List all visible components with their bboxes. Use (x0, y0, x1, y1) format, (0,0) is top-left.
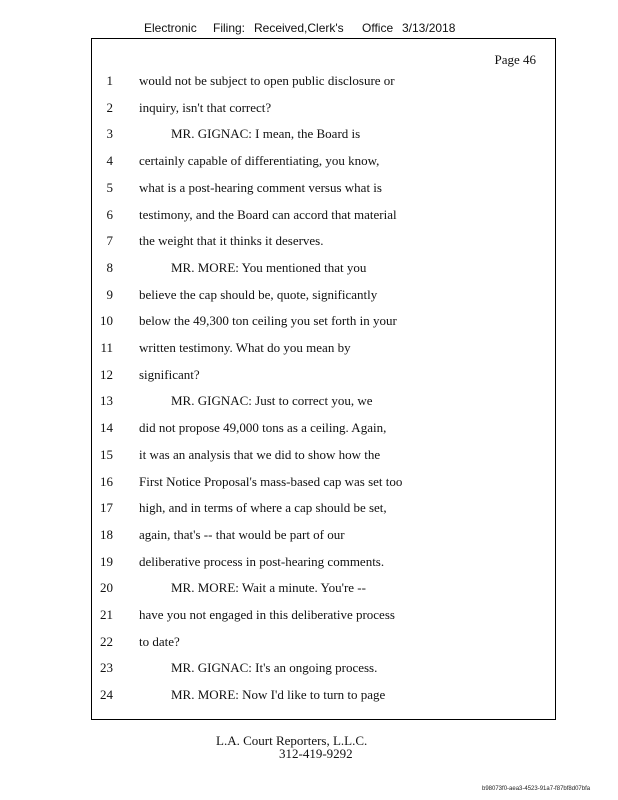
line-number: 1 (106, 73, 113, 88)
transcript-line (92, 472, 555, 492)
court-reporter-name: L.A. Court Reporters, L.L.C. (216, 733, 368, 748)
transcript-line (92, 285, 555, 305)
line-text: would not be subject to open public disclosure or (139, 73, 395, 88)
line-number: 2 (106, 99, 113, 115)
line-text: MR. GIGNAC: It's an ongoing process. (171, 660, 378, 676)
transcript-line (92, 258, 555, 278)
line-text: First Notice Proposal's mass-based cap was set too (139, 473, 403, 489)
transcript-line (92, 445, 555, 465)
transcript-line (92, 605, 555, 625)
transcript-line (92, 685, 555, 705)
line-text: MR. GIGNAC: Just to correct you, we (171, 393, 373, 409)
transcript-page-frame (91, 38, 556, 720)
filing-stamp-word-received: Received,Clerk's (254, 21, 344, 35)
filing-stamp-word-office: Office (362, 21, 394, 35)
line-number: 11 (100, 340, 113, 355)
line-number: 7 (106, 233, 113, 249)
court-reporter-phone: 312-419-9292 (279, 746, 353, 761)
line-number: 18 (100, 526, 113, 542)
line-text: MR. MORE: Wait a minute. You're -- (171, 580, 366, 596)
line-text: again, that's -- that would be part of our (139, 526, 345, 542)
transcript-line (92, 525, 555, 545)
transcript-line (92, 311, 555, 331)
line-number: 6 (106, 206, 113, 222)
line-text: MR. MORE: You mentioned that you (171, 259, 367, 275)
transcript-line (92, 418, 555, 438)
line-text: the weight that it thinks it deserves. (139, 233, 324, 249)
filing-stamp-date: 3/13/2018 (402, 21, 456, 35)
filing-stamp-word-electronic: Electronic (144, 21, 197, 35)
line-text: did not propose 49,000 tons as a ceiling. Again, (139, 420, 387, 436)
line-number: 12 (100, 366, 113, 382)
line-text: certainly capable of differentiating, you know, (139, 153, 380, 169)
transcript-line (92, 151, 555, 171)
line-number: 9 (106, 286, 113, 302)
line-text: what is a post-hearing comment versus what is (139, 179, 382, 195)
line-text: MR. MORE: Now I'd like to turn to page (171, 687, 386, 703)
line-text: written testimony. What do you mean by (139, 340, 351, 355)
line-text: testimony, and the Board can accord that material (139, 206, 397, 222)
line-number: 14 (100, 420, 113, 436)
line-number: 4 (106, 153, 113, 169)
line-text: inquiry, isn't that correct? (139, 99, 272, 115)
transcript-line (92, 71, 555, 91)
transcript-line (92, 178, 555, 198)
line-number: 22 (100, 633, 113, 649)
transcript-line (92, 632, 555, 652)
line-text: MR. GIGNAC: I mean, the Board is (171, 126, 361, 142)
transcript-line (92, 498, 555, 518)
line-number: 3 (106, 126, 113, 142)
line-text: deliberative process in post-hearing comments. (139, 553, 385, 569)
line-number: 15 (100, 446, 113, 462)
page-number: Page 46 (494, 52, 536, 67)
transcript-line (92, 338, 555, 358)
line-text: high, and in terms of where a cap should be set, (139, 500, 387, 516)
transcript-line (92, 205, 555, 225)
line-number: 24 (100, 687, 113, 703)
line-text: believe the cap should be, quote, significantly (139, 286, 378, 302)
line-text: have you not engaged in this deliberative process (139, 607, 395, 622)
transcript-line (92, 365, 555, 385)
line-number: 5 (106, 179, 113, 195)
filing-stamp-header (0, 21, 618, 37)
line-text: below the 49,300 ton ceiling you set forth in your (139, 313, 397, 329)
transcript-line (92, 231, 555, 251)
line-number: 10 (100, 313, 113, 329)
transcript-line (92, 552, 555, 572)
line-number: 13 (100, 393, 113, 409)
transcript-line (92, 658, 555, 678)
document-id: b98073f0-aea3-4523-91a7-f87bf8d07bfa (482, 786, 591, 792)
line-number: 16 (100, 473, 113, 489)
transcript-line (92, 124, 555, 144)
transcript-line (92, 98, 555, 118)
line-text: to date? (139, 633, 180, 649)
transcript-line (92, 391, 555, 411)
line-number: 19 (100, 553, 113, 569)
line-number: 8 (106, 259, 113, 275)
transcript-line (92, 578, 555, 598)
line-number: 17 (100, 500, 113, 516)
line-text: it was an analysis that we did to show how the (139, 446, 381, 462)
filing-stamp-word-filing: Filing: (213, 21, 246, 35)
line-number: 20 (100, 580, 113, 596)
line-text: significant? (139, 366, 200, 382)
line-number: 23 (100, 660, 113, 676)
line-number: 21 (100, 607, 113, 622)
